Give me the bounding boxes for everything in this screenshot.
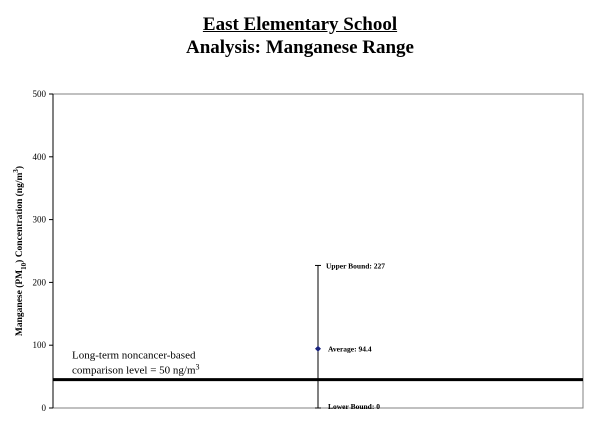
y-tick-label: 200 [32, 277, 46, 288]
comparison-level-label-line2: comparison level = 50 $ng/m^3$ [72, 362, 200, 377]
y-tick-label: 500 [32, 89, 46, 99]
y-tick-label: 400 [32, 151, 46, 162]
y-tick-label: 300 [32, 214, 46, 225]
chart-subtitle: Analysis: Manganese Range [185, 37, 414, 58]
lower-bound-label: Lower Bound: 0 [328, 402, 380, 411]
upper-bound-label: Upper Bound: 227 [326, 261, 386, 271]
comparison-level-label-line1: Long-term noncancer-based [72, 349, 196, 362]
y-tick-label: 0 [41, 403, 46, 413]
y-ticks [33, 89, 54, 413]
y-tick-label: 100 [32, 340, 46, 351]
average-label: Average: 94.4 [328, 344, 372, 354]
chart-title: East Elementary School [202, 14, 398, 35]
average-marker [315, 346, 321, 352]
y-axis-label: Manganese $(PM_{10})$ Concentration $(ng/m^3)$ [12, 165, 28, 337]
